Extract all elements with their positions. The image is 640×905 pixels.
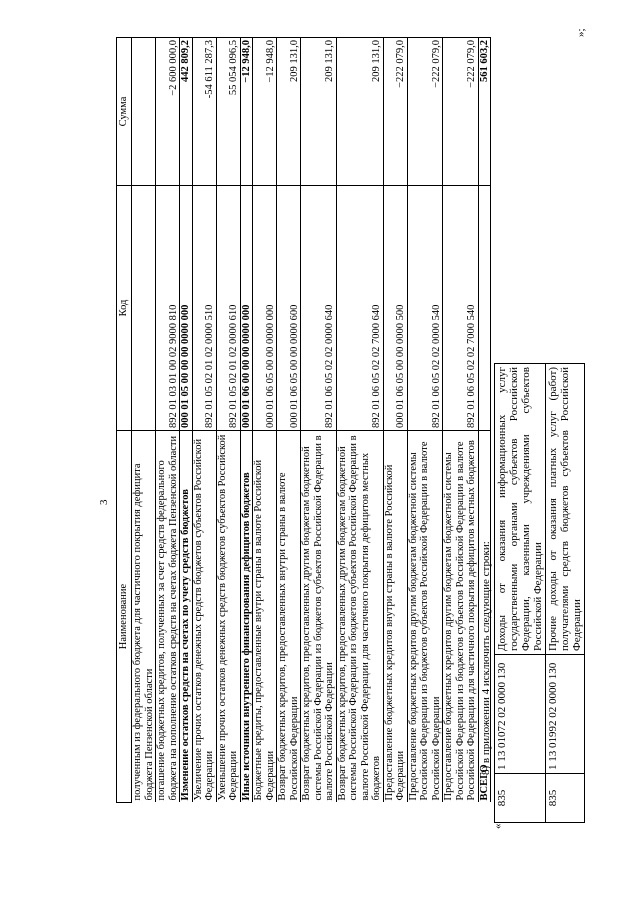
cell-sum	[132, 38, 156, 186]
cell-sum: −12 948,0	[240, 38, 253, 186]
cell-code: 892 01 06 05 02 02 7000 640	[336, 186, 383, 431]
cell-sum: 209 131,0	[301, 38, 337, 186]
item-8-heading: 8) в приложении 4 исключить следующие строки:	[480, 541, 492, 775]
cell-name: полученным из федерального бюджета для частичного покрытия дефицита бюджета Пензенской области	[132, 431, 156, 803]
sources-table	[116, 37, 491, 803]
cell-description: Прочие доходы от оказания платных услуг (работ) получателями средств бюджетов субъектов Российской Федерации	[546, 364, 585, 655]
cell-admin-code: 835	[495, 774, 546, 823]
cell-sum: 209 131,0	[336, 38, 383, 186]
cell-code: 892 01 05 02 01 02 0000 610	[216, 186, 240, 431]
table-row	[253, 38, 277, 803]
cell-code: 892 01 06 05 02 02 0000 540	[407, 186, 443, 431]
cell-name: Уменьшение прочих остатков денежных средств бюджетов субъектов Российской Федерации	[216, 431, 240, 803]
cell-name: Возврат бюджетных кредитов, предоставленных другим бюджетам бюджетной системы Российской Федерации из бюджетов субъектов Российской Федерации в валюте Российской Федерации для частичного покрытия дефицитов местных бюджетов	[336, 431, 383, 803]
cell-code: 892 01 06 05 02 02 0000 640	[301, 186, 337, 431]
cell-name: Бюджетные кредиты, предоставленные внутри страны в валюте Российской Федерации	[253, 431, 277, 803]
cell-code: 000 01 06 05 00 00 0000 600	[277, 186, 301, 431]
header-sum: Сумма	[117, 38, 132, 186]
cell-sum: 209 131,0	[277, 38, 301, 186]
table-row	[336, 38, 383, 803]
cell-code: 000 01 05 00 00 00 0000 000	[180, 186, 193, 431]
excluded-row	[546, 364, 585, 823]
cell-name: Возврат бюджетных кредитов, предоставленных другим бюджетам бюджетной системы Российской Федерации из бюджетов субъектов Российской Федерации в валюте Российской Федерации	[301, 431, 337, 803]
cell-name: Предоставление бюджетных кредитов другим бюджетам бюджетной системы Российской Федерации из бюджетов субъектов Российской Федерации в валюте Российской Федерации для частичного покрытия дефицитов местных бюджетов	[443, 431, 479, 803]
cell-code: 000 01 06 00 00 00 0000 000	[240, 186, 253, 431]
table-closing-mark: »;	[575, 28, 587, 37]
table-row	[277, 38, 301, 803]
cell-description: Доходы от оказания информационных услуг государственными органами субъектов Российской Федерации, казенными учреждениями субъектов Российской Федерации	[495, 364, 546, 655]
table-row	[240, 38, 253, 803]
cell-name: погашение бюджетных кредитов, полученных за счет средств федерального бюджета на пополнение остатков средств на счетах бюджета Пензенской области	[156, 431, 180, 803]
header-code: Код	[117, 186, 132, 431]
table-header-row	[117, 38, 132, 803]
cell-name: Предоставление бюджетных кредитов внутри страны в валюте Российской Федерации	[383, 431, 407, 803]
cell-sum: -54 611 287,3	[192, 38, 216, 186]
cell-sum: 55 054 096,5	[216, 38, 240, 186]
cell-code: 000 01 06 05 00 00 0000 500	[383, 186, 407, 431]
excluded-rows-table	[494, 363, 585, 823]
cell-name: Возврат бюджетных кредитов, предоставленных внутри страны в валюте Российской Федерации	[277, 431, 301, 803]
cell-sum: −2 600 000,0	[156, 38, 180, 186]
table-row	[156, 38, 180, 803]
table-row	[192, 38, 216, 803]
header-name: Наименование	[117, 431, 132, 803]
cell-name: Изменение остатков средств на счетах по учету средств бюджетов	[180, 431, 193, 803]
cell-code: 892 01 05 02 01 02 0000 510	[192, 186, 216, 431]
cell-kbk-code: 1 13 01992 02 0000 130	[546, 655, 585, 774]
table-row	[443, 38, 479, 803]
cell-code: 892 01 06 05 02 02 7000 540	[443, 186, 479, 431]
cell-name: ВСЕГО	[478, 431, 491, 803]
cell-name: Увеличение прочих остатков денежных средств бюджетов субъектов Российской Федерации	[192, 431, 216, 803]
cell-code	[478, 186, 491, 431]
table-row	[132, 38, 156, 803]
cell-kbk-code: 1 13 01072 02 0000 130	[495, 655, 546, 774]
excluded-row	[495, 364, 546, 823]
table-row	[180, 38, 193, 803]
page-number: 3	[98, 499, 110, 505]
cell-code	[132, 186, 156, 431]
cell-sum: −222 079,0	[443, 38, 479, 186]
table-row	[407, 38, 443, 803]
cell-sum: 442 809,2	[180, 38, 193, 186]
table-row	[216, 38, 240, 803]
cell-name: Предоставление бюджетных кредитов другим бюджетам бюджетной системы Российской Федерации из бюджетов субъектов Российской Федерации в валюте Российской Федерации	[407, 431, 443, 803]
cell-code: 892 01 03 01 00 02 9000 810	[156, 186, 180, 431]
cell-sum: −222 079,0	[383, 38, 407, 186]
cell-sum: −12 948,0	[253, 38, 277, 186]
opening-quote: «	[492, 823, 504, 829]
table-row	[383, 38, 407, 803]
cell-sum: −222 079,0	[407, 38, 443, 186]
cell-admin-code: 835	[546, 774, 585, 823]
cell-code: 000 01 06 05 00 00 0000 000	[253, 186, 277, 431]
cell-sum: 561 603,2	[478, 38, 491, 186]
table-row	[301, 38, 337, 803]
cell-name: Иные источники внутреннего финансирования дефицитов бюджетов	[240, 431, 253, 803]
